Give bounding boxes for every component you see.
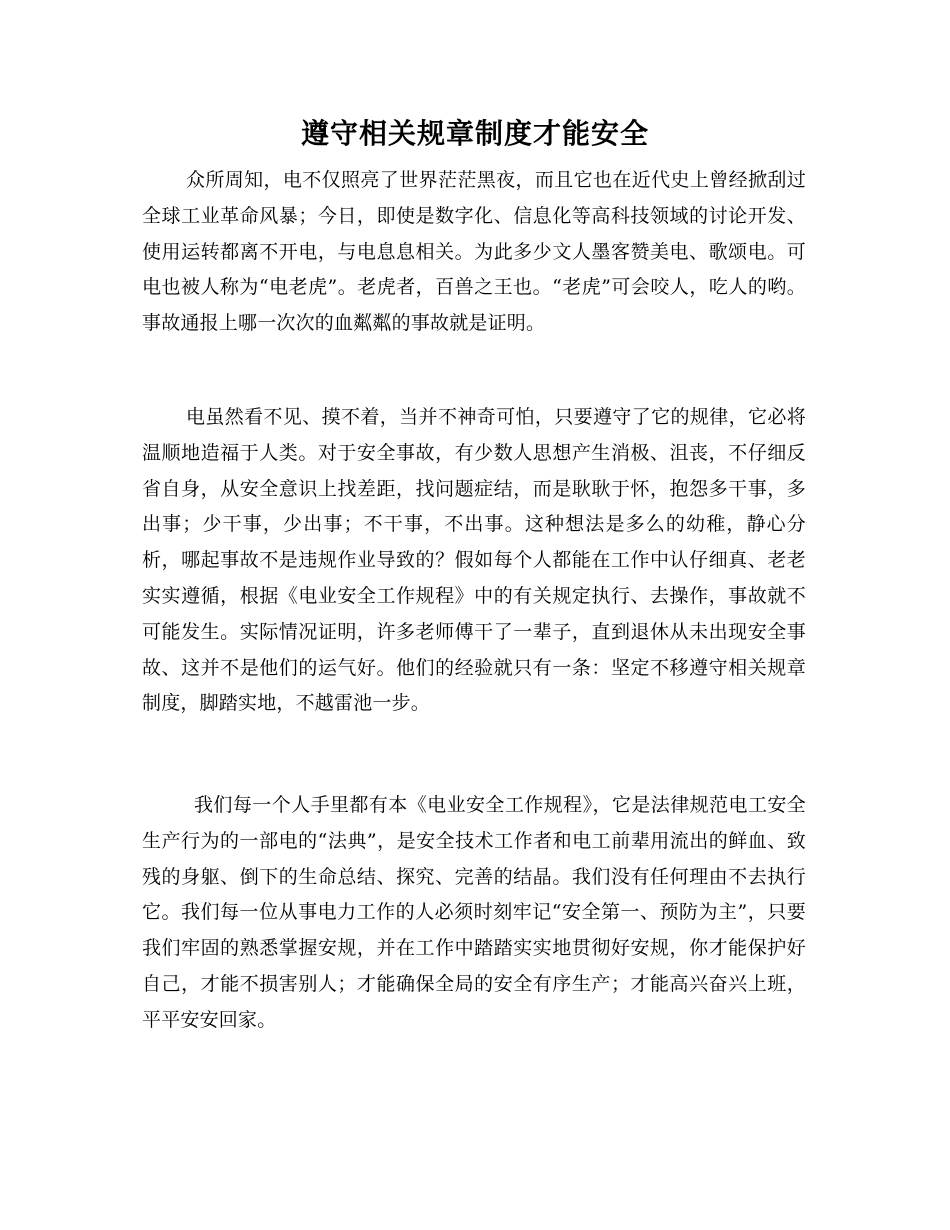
- paragraph-3: 我们每一个人手里都有本《电业安全工作规程》，它是法律规范电工安全生产行为的一部电的“法典”，是安全技术工作者和电工前辈用流出的鲜血、致残的身躯、倒下的生命总结、探究、完善的结晶。我们没有任何理由不去执行它。我们每一位从事电力工作的人必须时刻牢记“安全第一、预防为主”，只要我们牢固的熟悉掌握安规，并在工作中踏踏实实地贯彻好安规，你才能保护好自己，才能不损害别人；才能确保全局的安全有序生产；才能高兴奋兴上班，平平安安回家。: [142, 794, 806, 1031]
- paragraph-2: 电虽然看不见、摸不着，当并不神奇可怕，只要遵守了它的规律，它必将温顺地造福于人类。对于安全事故，有少数人思想产生消极、沮丧，不仔细反省自身，从安全意识上找差距，找问题症结，而是耿耿于怀，抱怨多干事，多出事；少干事，少出事；不干事，不出事。这种想法是多么的幼稚，静心分析，哪起事故不是违规作业导致的？假如每个人都能在工作中认仔细真、老老实实遵循，根据《电业安全工作规程》中的有关规定执行、去操作，事故就不可能发生。实际情况证明，许多老师傅干了一辈子，直到退休从未出现安全事故、这并不是他们的运气好。他们的经验就只有一条：坚定不移遵守相关规章制度，脚踏实地，不越雷池一步。: [142, 406, 806, 715]
- paragraph-1: 众所周知，电不仅照亮了世界茫茫黑夜，而且它也在近代史上曾经掀刮过全球工业革命风暴；今日，即使是数字化、信息化等高科技领域的讨论开发、使用运转都离不开电，与电息息相关。为此多少文人墨客赞美电、歌颂电。可电也被人称为“电老虎”。老虎者，百兽之王也。“老虎”可会咬人，吃人的哟。事故通报上哪一次次的血粼粼的事故就是证明。: [142, 169, 806, 335]
- document-title: 遵守相关规章制度才能安全: [300, 117, 649, 150]
